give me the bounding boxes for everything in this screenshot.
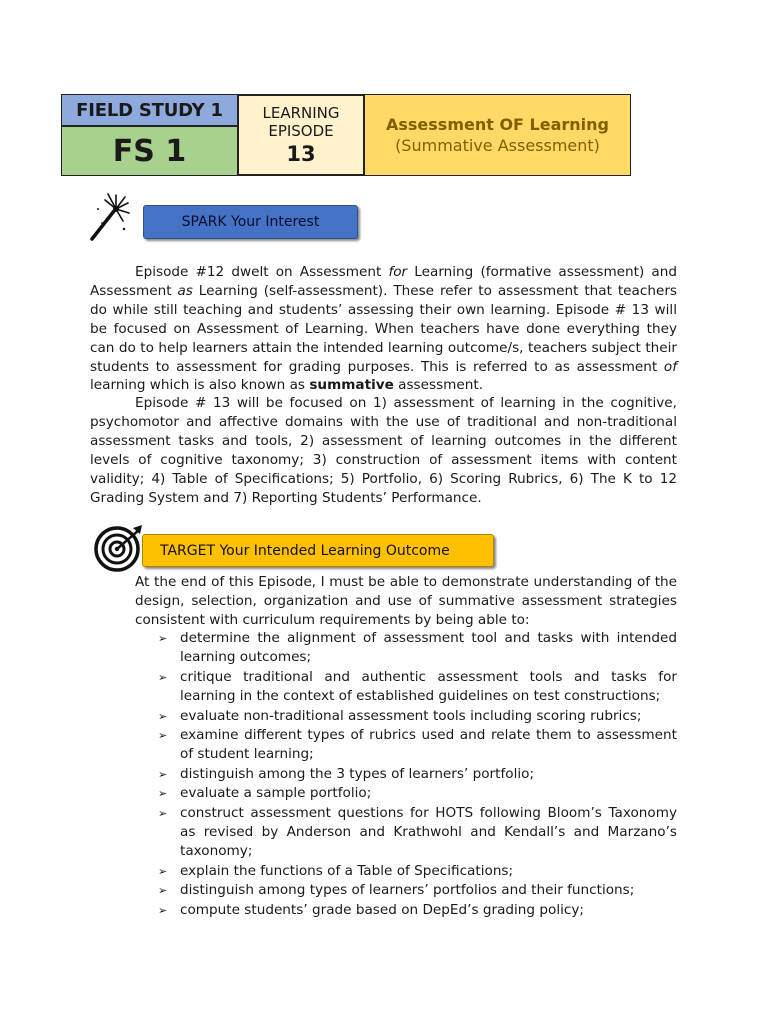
magic-wand-icon	[88, 193, 130, 241]
list-item	[158, 629, 677, 668]
bullet-arrow-icon: ➢	[158, 632, 168, 645]
episode-box	[237, 94, 365, 176]
target-intro: At the end of this Episode, I must be able to demonstrate understanding of the design, selection, organization and use of summative assessment strategies consistent with curriculum requirements by being able to:	[135, 574, 677, 628]
bullet-arrow-icon: ➢	[158, 729, 168, 743]
outcome-text: explain the functions of a Table of Specifications;	[180, 862, 514, 879]
outcome-text: distinguish among the 3 types of learners’ portfolio;	[180, 765, 535, 782]
list-item	[158, 881, 677, 900]
list-item	[158, 765, 677, 784]
outcome-text: evaluate non-traditional assessment tools including scoring rubrics;	[180, 707, 642, 724]
topic-box	[364, 94, 631, 176]
spark-paragraph-2	[90, 394, 677, 507]
italic-of: of	[663, 358, 677, 375]
text-run: Episode # 13 will be focused on 1) assessment of learning in the cognitive, psychomotor and affective domains with the use of traditional and non-traditional assessment tasks and tools, 2) assessment of learning outcomes in the different levels of cognitive taxonomy; 3) construction of assessment items with content validity; 4) Table of Specifications; 5) Portfolio, 6) Scoring Rubrics, 6) The K to 12 Grading System and 7) Reporting Students’ Performance.	[90, 395, 677, 506]
italic-as: as	[177, 282, 193, 299]
text-run: Episode #12 dwelt on Assessment	[135, 264, 389, 280]
list-item	[158, 804, 677, 862]
bullet-arrow-icon: ➢	[158, 709, 168, 723]
topic-subtitle: (Summative Assessment)	[395, 136, 600, 155]
bullet-arrow-icon: ➢	[158, 670, 168, 684]
list-item	[158, 862, 677, 881]
episode-header	[61, 94, 631, 176]
list-item	[158, 784, 677, 803]
outcome-text: compute students’ grade based on DepEd’s grading policy;	[180, 901, 584, 918]
bullet-arrow-icon: ➢	[158, 767, 168, 781]
target-icon	[93, 524, 145, 572]
outcome-text: determine the alignment of assessment tool and tasks with intended learning outcomes;	[180, 630, 677, 666]
bullet-arrow-icon: ➢	[158, 787, 168, 801]
bullet-arrow-icon: ➢	[158, 806, 168, 820]
outcome-list	[158, 629, 677, 920]
bullet-arrow-icon: ➢	[158, 903, 168, 917]
target-banner: TARGET Your Intended Learning Outcome	[142, 534, 494, 567]
text-run: Learning (formative assessment) and Assessment	[90, 264, 678, 299]
course-code: FS 1	[61, 126, 238, 176]
list-item	[158, 668, 677, 707]
bullet-arrow-icon: ➢	[158, 884, 168, 898]
spark-banner: SPARK Your Interest	[143, 205, 358, 239]
course-title: FIELD STUDY 1	[61, 94, 238, 126]
list-item	[158, 707, 677, 726]
italic-for: for	[388, 264, 408, 280]
text-run: Learning (self-assessment). These refer to assessment that teachers do while still teaching and students’ assessing their own learning. Episode # 13 will be focused on Assessment of Learning. When teachers have done everything they can do to help learners attain the intended learning outcome/s, teachers subject their students to assessment for grading purposes. This is referred to as assessment	[90, 282, 677, 375]
outcome-text: construct assessment questions for HOTS following Bloom’s Taxonomy as revised by Anderson and Krathwohl and Kendall’s and Marzano’s taxonomy;	[180, 804, 677, 860]
outcome-text: examine different types of rubrics used and relate them to assessment of student learning;	[180, 727, 677, 763]
list-item	[158, 901, 677, 920]
text-run: learning which is also known as	[90, 377, 310, 394]
list-item	[158, 726, 677, 765]
text-run: assessment.	[393, 377, 484, 394]
bullet-arrow-icon: ➢	[158, 864, 168, 878]
episode-number: 13	[286, 142, 316, 166]
topic-title: Assessment OF Learning	[385, 115, 609, 134]
outcome-text: evaluate a sample portfolio;	[180, 785, 372, 802]
outcome-text: distinguish among types of learners’ portfolios and their functions;	[180, 882, 635, 899]
spark-paragraph-1	[90, 263, 677, 395]
outcome-text: critique traditional and authentic assessment tools and tasks for learning in the context of established guidelines on test constructions;	[180, 668, 677, 705]
episode-label-line2: EPISODE	[268, 122, 334, 140]
episode-label-line1: LEARNING	[262, 104, 340, 122]
bold-summative: summative	[309, 377, 394, 394]
